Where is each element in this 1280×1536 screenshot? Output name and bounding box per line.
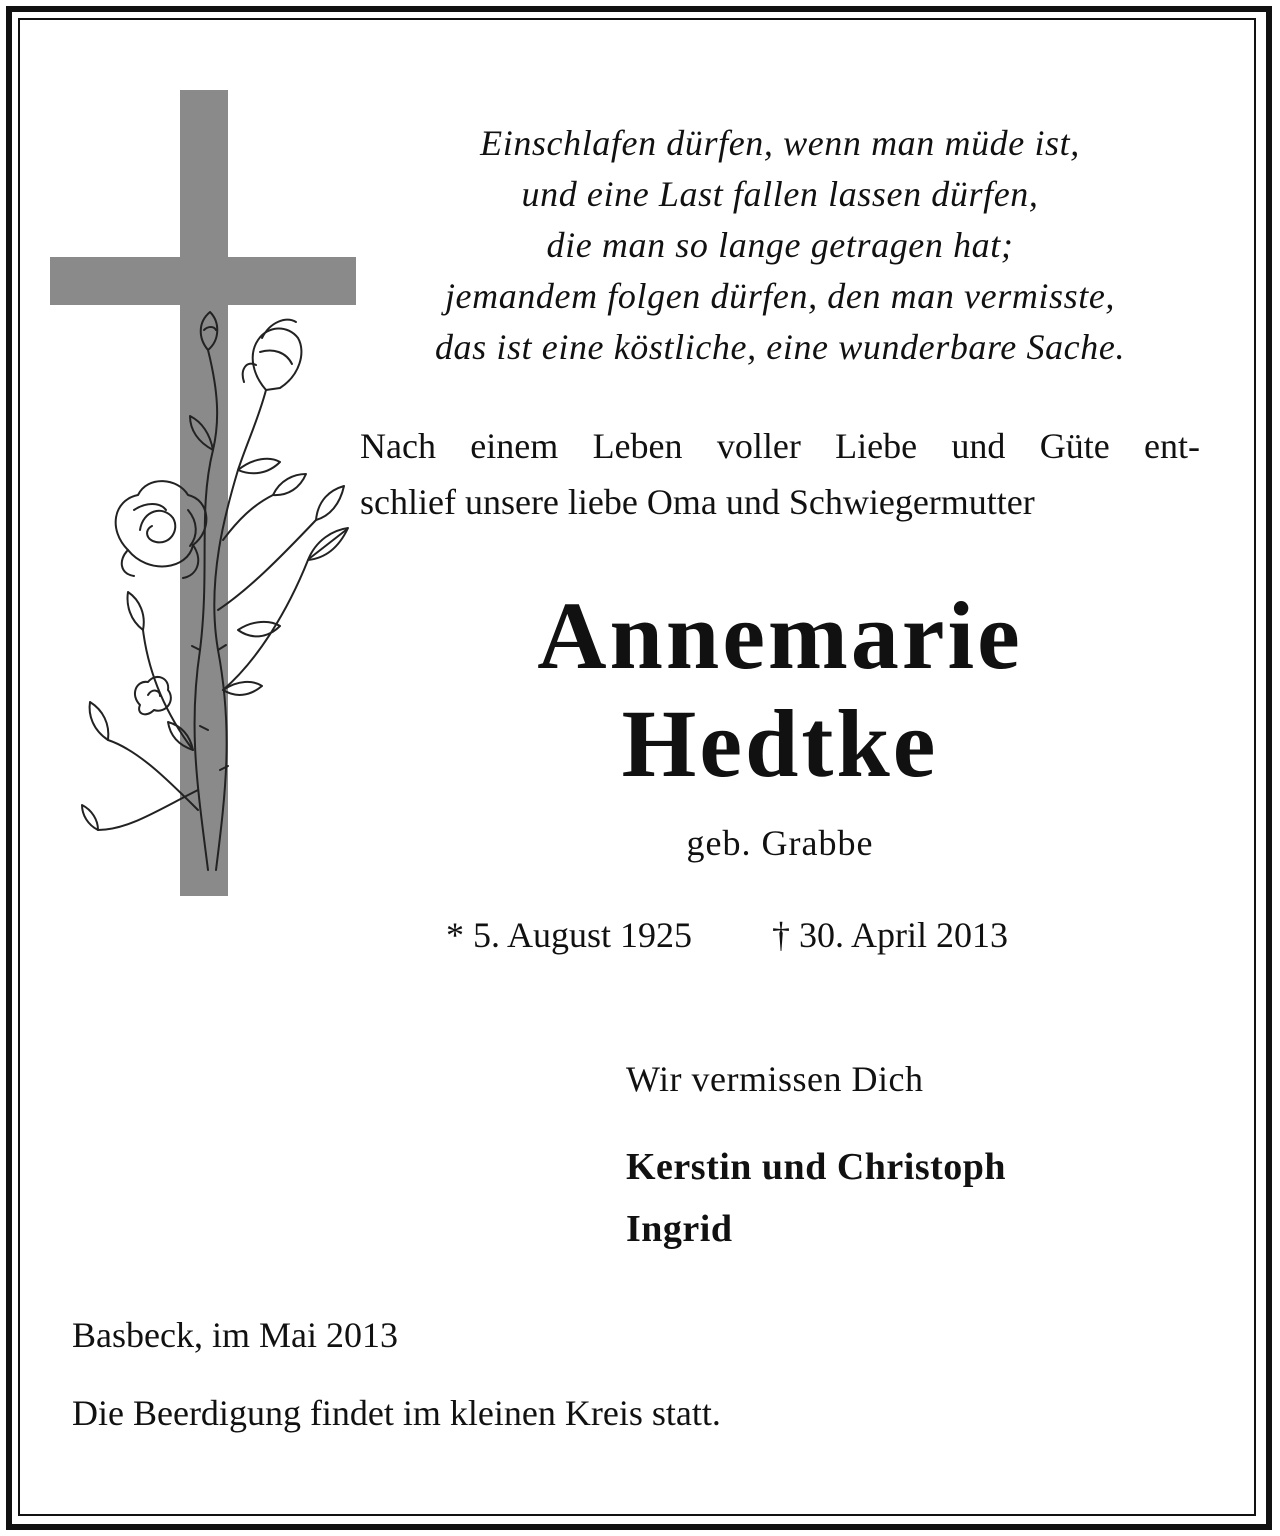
cross-with-roses-icon (48, 90, 358, 900)
intro-line-1: Nach einem Leben voller Liebe und Güte ent- (360, 426, 1200, 466)
poem-line: Einschlafen dürfen, wenn man müde ist, (480, 123, 1080, 163)
poem-line: und eine Last fallen lassen dürfen, (521, 174, 1039, 214)
intro-line-2: schlief unsere liebe Oma und Schwiegermutter (360, 482, 1035, 522)
mourner-name: Kerstin und Christoph (626, 1146, 1007, 1188)
mourners-names (626, 1136, 1006, 1260)
intro-text (360, 418, 1200, 530)
life-dates (446, 914, 1008, 956)
poem-line: jemandem folgen dürfen, den man vermisste, (444, 276, 1116, 316)
deceased-name (380, 582, 1180, 798)
last-name: Hedtke (621, 690, 939, 797)
place-date: Basbeck, im Mai 2013 (72, 1315, 398, 1355)
poem-line: die man so lange getragen hat; (546, 225, 1014, 265)
poem-line: das ist eine köstliche, eine wunderbare Sache. (434, 327, 1126, 367)
death-date: † 30. April 2013 (772, 915, 1009, 955)
funeral-note: Die Beerdigung findet im kleinen Kreis statt. (72, 1393, 721, 1433)
mourner-name: Ingrid (626, 1208, 733, 1250)
birth-name: geb. Grabbe (686, 823, 874, 863)
first-name: Annemarie (537, 582, 1023, 689)
poem (360, 118, 1200, 373)
birth-date: * 5. August 1925 (446, 915, 693, 955)
mourning-message: Wir vermissen Dich (626, 1059, 924, 1099)
